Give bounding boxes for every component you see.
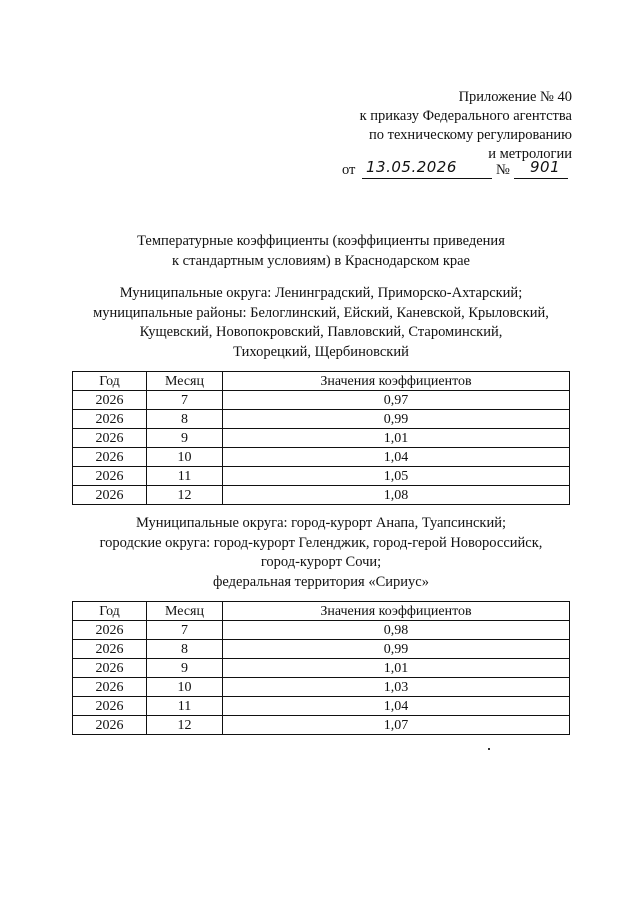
cell-year: 2026 bbox=[73, 621, 147, 640]
table-row bbox=[73, 659, 570, 678]
document-title bbox=[40, 232, 602, 271]
document-header bbox=[360, 88, 572, 164]
cell-year: 2026 bbox=[73, 640, 147, 659]
table-row bbox=[73, 697, 570, 716]
column-header-coefficient: Значения коэффициентов bbox=[223, 372, 570, 391]
cell-year: 2026 bbox=[73, 429, 147, 448]
cell-coefficient: 1,04 bbox=[223, 697, 570, 716]
cell-year: 2026 bbox=[73, 448, 147, 467]
title-line: Температурные коэффициенты (коэффициенты приведения bbox=[137, 233, 505, 249]
territory-line: городские округа: город-курорт Геленджик, город-герой Новороссийск, bbox=[99, 534, 543, 551]
cell-month: 11 bbox=[147, 697, 223, 716]
cell-month: 7 bbox=[147, 621, 223, 640]
table-row bbox=[73, 678, 570, 697]
cell-coefficient: 1,01 bbox=[223, 429, 570, 448]
cell-coefficient: 1,05 bbox=[223, 467, 570, 486]
cell-year: 2026 bbox=[73, 486, 147, 505]
cell-year: 2026 bbox=[73, 697, 147, 716]
appendix-number: Приложение № 40 bbox=[458, 89, 572, 105]
cell-coefficient: 0,97 bbox=[223, 391, 570, 410]
column-header-month: Месяц bbox=[147, 602, 223, 621]
cell-year: 2026 bbox=[73, 391, 147, 410]
table-row bbox=[73, 467, 570, 486]
table-row bbox=[73, 391, 570, 410]
order-date-handwritten: 13.05.2026 bbox=[366, 158, 457, 176]
order-date-underline bbox=[362, 178, 492, 179]
order-reference-line-2: по техническому регулированию bbox=[368, 127, 572, 143]
cell-month: 7 bbox=[147, 391, 223, 410]
table-row bbox=[73, 640, 570, 659]
table-row bbox=[73, 716, 570, 735]
cell-month: 10 bbox=[147, 678, 223, 697]
order-reference-line-1: к приказу Федерального агентства bbox=[359, 108, 572, 124]
column-header-month: Месяц bbox=[147, 372, 223, 391]
cell-year: 2026 bbox=[73, 467, 147, 486]
cell-coefficient: 0,98 bbox=[223, 621, 570, 640]
table-row bbox=[73, 448, 570, 467]
order-number-handwritten: 901 bbox=[530, 158, 561, 176]
cell-coefficient: 0,99 bbox=[223, 640, 570, 659]
cell-month: 9 bbox=[147, 429, 223, 448]
territory-line: Тихорецкий, Щербиновский bbox=[233, 343, 409, 360]
column-header-year: Год bbox=[73, 602, 147, 621]
cell-coefficient: 1,07 bbox=[223, 716, 570, 735]
section-2-territories bbox=[40, 514, 602, 592]
territory-line: муниципальные районы: Белоглинский, Ейский, Каневской, Крыловский, bbox=[93, 304, 549, 321]
section-1-territories bbox=[40, 284, 602, 362]
table-row bbox=[73, 429, 570, 448]
order-number-label: № bbox=[496, 162, 510, 178]
table-header-row bbox=[73, 372, 570, 391]
column-header-year: Год bbox=[73, 372, 147, 391]
cell-coefficient: 1,04 bbox=[223, 448, 570, 467]
cell-month: 9 bbox=[147, 659, 223, 678]
cell-month: 10 bbox=[147, 448, 223, 467]
column-header-coefficient: Значения коэффициентов bbox=[223, 602, 570, 621]
title-line: к стандартным условиям) в Краснодарском крае bbox=[171, 252, 470, 269]
territory-line: город-курорт Сочи; bbox=[260, 554, 382, 570]
territory-line: федеральная территория «Сириус» bbox=[213, 573, 429, 590]
territory-line: Кущевский, Новопокровский, Павловский, Староминский, bbox=[139, 324, 503, 340]
cell-coefficient: 1,08 bbox=[223, 486, 570, 505]
table-header-row bbox=[73, 602, 570, 621]
cell-month: 12 bbox=[147, 486, 223, 505]
section-1-coefficients-table bbox=[72, 371, 570, 505]
scan-speck bbox=[488, 748, 490, 750]
cell-year: 2026 bbox=[73, 716, 147, 735]
cell-month: 8 bbox=[147, 410, 223, 429]
order-date-label: от bbox=[342, 162, 356, 178]
table-row bbox=[73, 621, 570, 640]
cell-coefficient: 1,03 bbox=[223, 678, 570, 697]
cell-month: 12 bbox=[147, 716, 223, 735]
order-reference-line-3: и метрологии bbox=[488, 146, 572, 162]
territory-line: Муниципальные округа: Ленинградский, Приморско-Ахтарский; bbox=[119, 285, 523, 301]
section-2-coefficients-table bbox=[72, 601, 570, 735]
cell-year: 2026 bbox=[73, 678, 147, 697]
cell-year: 2026 bbox=[73, 410, 147, 429]
territory-line: Муниципальные округа: город-курорт Анапа, Туапсинский; bbox=[135, 515, 507, 531]
cell-month: 8 bbox=[147, 640, 223, 659]
table-row bbox=[73, 486, 570, 505]
cell-month: 11 bbox=[147, 467, 223, 486]
order-number-underline bbox=[514, 178, 568, 179]
cell-coefficient: 0,99 bbox=[223, 410, 570, 429]
table-row bbox=[73, 410, 570, 429]
cell-year: 2026 bbox=[73, 659, 147, 678]
cell-coefficient: 1,01 bbox=[223, 659, 570, 678]
